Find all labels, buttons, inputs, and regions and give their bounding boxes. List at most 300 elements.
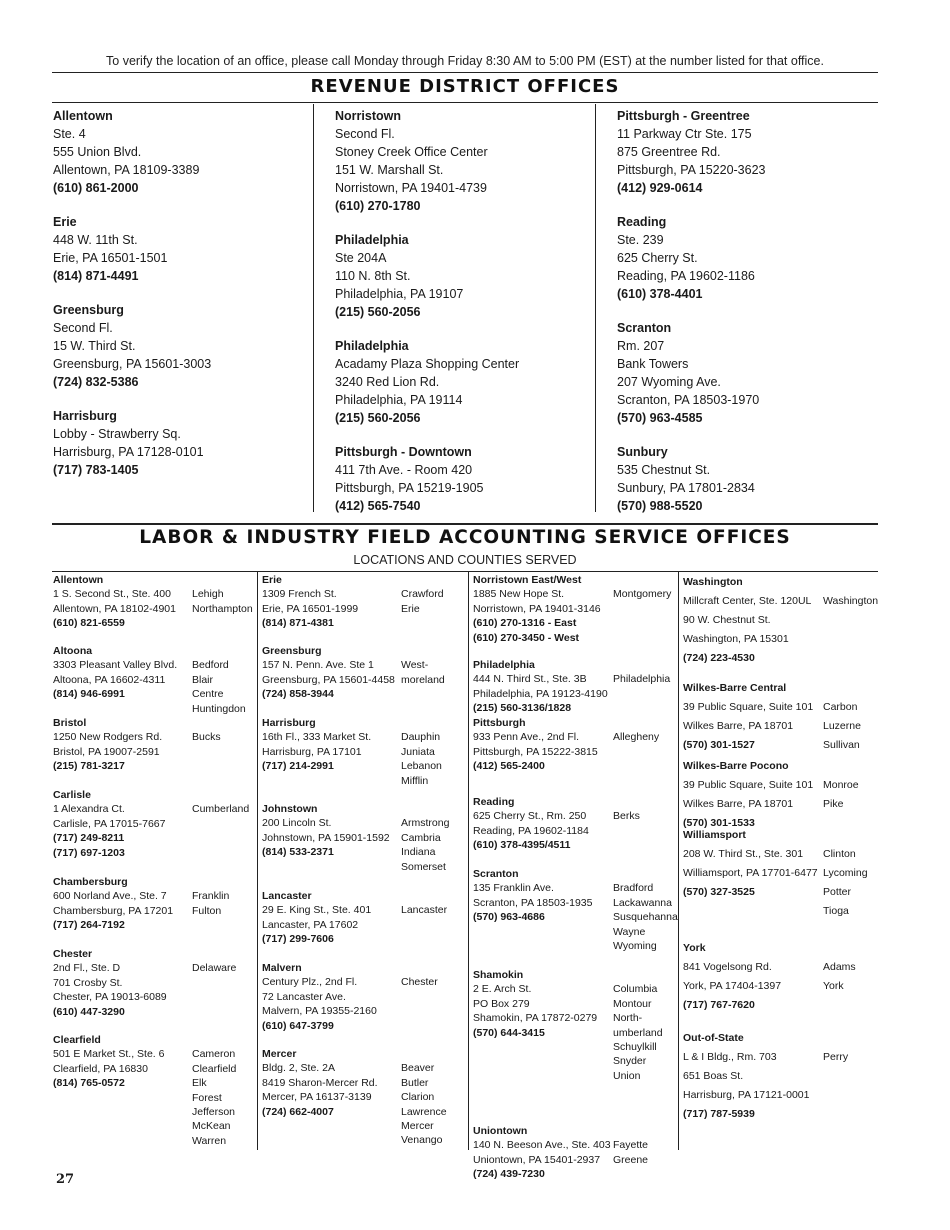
office-address-line: 1 S. Second St., Ste. 400 bbox=[53, 588, 171, 601]
revenue-office bbox=[335, 107, 585, 215]
office-address bbox=[683, 679, 823, 755]
office-address-line: 651 Boas St. bbox=[683, 1070, 744, 1082]
county-name: Philadelphia bbox=[613, 673, 671, 686]
labor-column-3 bbox=[473, 573, 678, 1181]
office-address-line: 555 Union Blvd. bbox=[53, 145, 142, 159]
office-address-line: Bldg. 2, Ste. 2A bbox=[262, 1062, 335, 1075]
office-phone: (570) 301-1533 bbox=[683, 817, 755, 829]
office-address-line: PO Box 279 bbox=[473, 997, 530, 1010]
counties-served bbox=[192, 1047, 236, 1148]
office-phone: (814) 765-0572 bbox=[53, 1077, 125, 1090]
office-phone: (412) 929-0614 bbox=[617, 181, 703, 195]
office-name: Washington bbox=[683, 576, 743, 588]
labor-subtitle: LOCATIONS AND COUNTIES SERVED bbox=[353, 553, 577, 567]
counties-served bbox=[823, 845, 868, 921]
office-phone: (724) 832-5386 bbox=[53, 375, 139, 389]
county-name: Bucks bbox=[192, 731, 221, 744]
office-name: Out-of-State bbox=[683, 1032, 744, 1044]
office-address bbox=[683, 573, 823, 668]
office-address-line: Scranton, PA 18503-1935 bbox=[473, 896, 593, 909]
office-phone: (724) 439-7230 bbox=[473, 1168, 545, 1181]
county-name: Clarion bbox=[401, 1091, 435, 1104]
office-phone: (570) 988-5520 bbox=[617, 499, 703, 513]
office-phone: (570) 963-4585 bbox=[617, 411, 703, 425]
county-name: Bedford bbox=[192, 659, 229, 672]
county-name: Monroe bbox=[823, 779, 859, 791]
county-name: Wyoming bbox=[613, 940, 657, 953]
county-name: Somerset bbox=[401, 860, 446, 873]
labor-office bbox=[53, 1033, 253, 1147]
office-address-line: Sunbury, PA 17801-2834 bbox=[617, 481, 755, 495]
counties-served bbox=[613, 730, 659, 744]
office-name: Bristol bbox=[53, 717, 87, 729]
office-phone: (717) 299-7606 bbox=[262, 933, 334, 946]
revenue-office bbox=[335, 443, 585, 515]
office-address-line: Erie, PA 16501-1501 bbox=[53, 251, 168, 265]
office-address-line: 625 Cherry St. bbox=[617, 251, 698, 265]
office-address-line: 600 Norland Ave., Ste. 7 bbox=[53, 890, 167, 903]
county-name: Columbia bbox=[613, 983, 658, 996]
labor-office bbox=[473, 968, 676, 1082]
office-name: Reading bbox=[473, 796, 515, 808]
revenue-col-divider bbox=[595, 104, 596, 512]
office-address-line: Johnstown, PA 15901-1592 bbox=[262, 831, 390, 844]
office-name: Philadelphia bbox=[335, 339, 409, 353]
office-name: Pittsburgh - Greentree bbox=[617, 109, 750, 123]
office-address-line: 140 N. Beeson Ave., Ste. 403 bbox=[473, 1139, 611, 1152]
office-address-line: Philadelphia, PA 19114 bbox=[335, 393, 463, 407]
county-name: Berks bbox=[613, 810, 640, 823]
office-address bbox=[262, 961, 402, 1033]
office-phone: (610) 270-1780 bbox=[335, 199, 421, 213]
labor-office bbox=[683, 939, 878, 1015]
county-name: Cambria bbox=[401, 831, 441, 844]
office-address-line: 207 Wyoming Ave. bbox=[617, 375, 721, 389]
office-address bbox=[262, 573, 402, 631]
revenue-column-3 bbox=[617, 107, 867, 531]
county-name: umberland bbox=[613, 1026, 663, 1039]
labor-office bbox=[262, 1047, 466, 1147]
office-phone: (610) 270-3450 - West bbox=[473, 631, 580, 644]
county-name: Cumberland bbox=[192, 803, 250, 816]
office-address bbox=[683, 1029, 823, 1124]
counties-served bbox=[613, 809, 640, 823]
labor-col-divider bbox=[678, 572, 679, 1150]
office-phone: (717) 697-1203 bbox=[53, 846, 125, 859]
office-address-line: 501 E Market St., Ste. 6 bbox=[53, 1048, 165, 1061]
county-name: Montgomery bbox=[613, 588, 672, 601]
office-address-line: 841 Vogelsong Rd. bbox=[683, 961, 772, 973]
office-address-line: 208 W. Third St., Ste. 301 bbox=[683, 848, 804, 860]
labor-office bbox=[262, 644, 466, 702]
county-name: Carbon bbox=[823, 701, 858, 713]
county-name: Blair bbox=[192, 673, 214, 686]
office-phone: (412) 565-2400 bbox=[473, 760, 545, 773]
office-address-line: Shamokin, PA 17872-0279 bbox=[473, 1012, 598, 1025]
counties-served bbox=[401, 658, 445, 687]
office-phone: (610) 378-4401 bbox=[617, 287, 703, 301]
county-name: Chester bbox=[401, 976, 438, 989]
labor-office bbox=[262, 802, 466, 873]
office-address bbox=[262, 644, 402, 702]
counties-served bbox=[401, 975, 438, 989]
county-name: Venango bbox=[401, 1134, 443, 1147]
office-address bbox=[262, 802, 402, 860]
office-phone: (717) 264-7192 bbox=[53, 919, 125, 932]
office-address bbox=[683, 939, 823, 1015]
county-name: Tioga bbox=[823, 905, 849, 917]
labor-col-divider bbox=[468, 572, 469, 1150]
revenue-office bbox=[53, 407, 303, 479]
office-address-line: Pittsburgh, PA 15219-1905 bbox=[335, 481, 484, 495]
county-name: Lancaster bbox=[401, 904, 448, 917]
office-phone: (814) 871-4381 bbox=[262, 617, 334, 630]
office-address-line: Carlisle, PA 17015-7667 bbox=[53, 817, 166, 830]
office-address bbox=[473, 1124, 613, 1182]
labor-office bbox=[683, 679, 878, 755]
office-address-line: Altoona, PA 16602-4311 bbox=[53, 673, 166, 686]
county-name: Erie bbox=[401, 602, 420, 615]
office-name: Johnstown bbox=[262, 803, 318, 815]
office-address-line: Reading, PA 19602-1184 bbox=[473, 824, 589, 837]
office-phone: (724) 858-3944 bbox=[262, 688, 334, 701]
office-address-line: Philadelphia, PA 19107 bbox=[335, 287, 464, 301]
office-address-line: Norristown, PA 19401-3146 bbox=[473, 602, 601, 615]
county-name: Lehigh bbox=[192, 588, 224, 601]
county-name: Jefferson bbox=[192, 1106, 235, 1119]
office-address bbox=[473, 795, 613, 853]
county-name: Mifflin bbox=[401, 774, 429, 787]
county-name: Adams bbox=[823, 961, 856, 973]
county-name: Washington bbox=[823, 595, 879, 607]
office-phone: (215) 560-3136/1828 bbox=[473, 702, 572, 715]
office-address bbox=[473, 716, 613, 774]
office-phone: (814) 946-6991 bbox=[53, 688, 125, 701]
counties-served bbox=[192, 889, 229, 918]
labor-office bbox=[683, 826, 878, 917]
office-address bbox=[53, 644, 193, 702]
office-address-line: Rm. 207 bbox=[617, 339, 665, 353]
counties-served bbox=[401, 816, 449, 874]
office-phone: (412) 565-7540 bbox=[335, 499, 421, 513]
office-address bbox=[53, 1033, 193, 1091]
county-name: Susquehanna bbox=[613, 911, 678, 924]
revenue-office bbox=[53, 213, 303, 285]
office-address-line: Allentown, PA 18109-3389 bbox=[53, 163, 200, 177]
labor-office bbox=[473, 795, 676, 853]
counties-served bbox=[192, 658, 246, 716]
county-name: Warren bbox=[192, 1134, 227, 1147]
revenue-col-divider bbox=[313, 104, 314, 512]
office-address-line: Greensburg, PA 15601-3003 bbox=[53, 357, 212, 371]
office-address bbox=[473, 658, 613, 716]
office-address-line: Williamsport, PA 17701-6477 bbox=[683, 867, 818, 879]
counties-served bbox=[613, 1138, 648, 1167]
county-name: Potter bbox=[823, 886, 852, 898]
revenue-office bbox=[617, 443, 867, 515]
office-phone: (717) 767-7620 bbox=[683, 999, 755, 1011]
office-address bbox=[262, 889, 402, 947]
office-address bbox=[473, 867, 613, 925]
office-address-line: 701 Crosby St. bbox=[53, 976, 123, 989]
county-name: McKean bbox=[192, 1120, 231, 1133]
office-phone: (610) 647-3799 bbox=[262, 1019, 334, 1032]
office-address-line: Philadelphia, PA 19123-4190 bbox=[473, 687, 608, 700]
office-address-line: Chambersburg, PA 17201 bbox=[53, 904, 174, 917]
office-address-line: 72 Lancaster Ave. bbox=[262, 990, 346, 1003]
county-name: Fulton bbox=[192, 904, 222, 917]
office-address-line: 39 Public Square, Suite 101 bbox=[683, 701, 814, 713]
office-address-line: L & I Bldg., Rm. 703 bbox=[683, 1051, 777, 1063]
office-address-line: 8419 Sharon-Mercer Rd. bbox=[262, 1076, 378, 1089]
office-name: Philadelphia bbox=[335, 233, 409, 247]
office-name: Wilkes-Barre Pocono bbox=[683, 760, 789, 772]
office-address-line: 411 7th Ave. - Room 420 bbox=[335, 463, 473, 477]
revenue-office bbox=[617, 107, 867, 197]
labor-office bbox=[53, 716, 253, 774]
office-address-line: 875 Greentree Rd. bbox=[617, 145, 721, 159]
office-address-line: Ste. 239 bbox=[617, 233, 664, 247]
county-name: West- bbox=[401, 659, 429, 672]
office-name: Clearfield bbox=[53, 1034, 101, 1046]
county-name: Bradford bbox=[613, 882, 654, 895]
office-name: Chambersburg bbox=[53, 876, 128, 888]
office-address bbox=[53, 573, 193, 631]
county-name: Lycoming bbox=[823, 867, 868, 879]
labor-office bbox=[473, 1124, 676, 1182]
office-address-line: Acadamy Plaza Shopping Center bbox=[335, 357, 520, 371]
county-name: Lackawanna bbox=[613, 896, 672, 909]
counties-served bbox=[613, 881, 678, 953]
office-name: Chester bbox=[53, 948, 93, 960]
counties-served bbox=[401, 1061, 447, 1147]
office-address-line: Harrisburg, PA 17121-0001 bbox=[683, 1089, 810, 1101]
office-address-line: York, PA 17404-1397 bbox=[683, 980, 782, 992]
office-name: Norristown East/West bbox=[473, 574, 582, 586]
labor-office bbox=[683, 1029, 878, 1124]
verify-notice: To verify the location of an office, please call Monday through Friday 8:30 AM to 5:00 PM (EST) at the number listed for that office. bbox=[106, 54, 824, 68]
counties-served bbox=[192, 802, 249, 816]
labor-office bbox=[473, 716, 676, 774]
office-name: Pittsburgh - Downtown bbox=[335, 445, 472, 459]
office-address bbox=[53, 788, 193, 860]
county-name: Montour bbox=[613, 997, 652, 1010]
office-name: Williamsport bbox=[683, 829, 746, 841]
office-address-line: Norristown, PA 19401-4739 bbox=[335, 181, 487, 195]
office-phone: (717) 214-2991 bbox=[262, 760, 334, 773]
office-address-line: 535 Chestnut St. bbox=[617, 463, 711, 477]
revenue-office bbox=[335, 337, 585, 427]
office-phone: (814) 871-4491 bbox=[53, 269, 139, 283]
office-phone: (724) 662-4007 bbox=[262, 1105, 334, 1118]
office-address-line: 625 Cherry St., Rm. 250 bbox=[473, 810, 587, 823]
county-name: Lebanon bbox=[401, 760, 442, 773]
labor-column-4 bbox=[683, 573, 878, 1153]
office-address-line: 11 Parkway Ctr Ste. 175 bbox=[617, 127, 752, 141]
office-name: Reading bbox=[617, 215, 667, 229]
office-address-line: Bank Towers bbox=[617, 357, 689, 371]
county-name: Franklin bbox=[192, 890, 230, 903]
office-address-line: Greensburg, PA 15601-4458 bbox=[262, 673, 395, 686]
office-name: Erie bbox=[262, 574, 282, 586]
office-address-line: Mercer, PA 16137-3139 bbox=[262, 1091, 372, 1104]
county-name: North- bbox=[613, 1012, 643, 1025]
office-address-line: 135 Franklin Ave. bbox=[473, 882, 554, 895]
office-address-line: 444 N. Third St., Ste. 3B bbox=[473, 673, 587, 686]
office-address-line: Allentown, PA 18102-4901 bbox=[53, 602, 176, 615]
labor-office bbox=[473, 658, 676, 716]
counties-served bbox=[192, 961, 236, 975]
office-phone: (570) 963-4686 bbox=[473, 911, 545, 924]
office-name: Wilkes-Barre Central bbox=[683, 682, 787, 694]
office-name: Harrisburg bbox=[262, 717, 316, 729]
office-address-line: Chester, PA 19013-6089 bbox=[53, 991, 167, 1004]
office-address bbox=[53, 716, 193, 774]
office-phone: (215) 781-3217 bbox=[53, 760, 125, 773]
office-phone: (610) 378-4395/4511 bbox=[473, 839, 571, 852]
office-address bbox=[53, 947, 193, 1019]
office-address-line: 1 Alexandra Ct. bbox=[53, 803, 125, 816]
county-name: Butler bbox=[401, 1076, 429, 1089]
office-name: Shamokin bbox=[473, 969, 524, 981]
labor-office bbox=[53, 947, 253, 1019]
office-address-line: 3303 Pleasant Valley Blvd. bbox=[53, 659, 178, 672]
office-address-line: Malvern, PA 19355-2160 bbox=[262, 1005, 377, 1018]
labor-office bbox=[262, 961, 466, 1033]
counties-served bbox=[823, 592, 878, 611]
counties-served bbox=[613, 587, 671, 601]
county-name: Pike bbox=[823, 798, 844, 810]
office-address-line: 110 N. 8th St. bbox=[335, 269, 411, 283]
office-address-line: 2 E. Arch St. bbox=[473, 983, 532, 996]
office-phone: (610) 861-2000 bbox=[53, 181, 139, 195]
office-address-line: 16th Fl., 333 Market St. bbox=[262, 731, 372, 744]
office-name: York bbox=[683, 942, 706, 954]
office-address-line: Ste 204A bbox=[335, 251, 387, 265]
county-name: Allegheny bbox=[613, 731, 660, 744]
office-name: Allentown bbox=[53, 574, 104, 586]
county-name: Mercer bbox=[401, 1120, 434, 1133]
office-address-line: 3240 Red Lion Rd. bbox=[335, 375, 440, 389]
county-name: Fayette bbox=[613, 1139, 649, 1152]
office-address-line: Harrisburg, PA 17101 bbox=[262, 745, 362, 758]
office-address-line: 157 N. Penn. Ave. Ste 1 bbox=[262, 659, 374, 672]
office-address-line: 1885 New Hope St. bbox=[473, 588, 565, 601]
office-name: Allentown bbox=[53, 109, 113, 123]
labor-column-2 bbox=[262, 573, 466, 1153]
office-address-line: Uniontown, PA 15401-2937 bbox=[473, 1153, 601, 1166]
office-phone: (717) 787-5939 bbox=[683, 1108, 755, 1120]
office-address-line: 200 Lincoln St. bbox=[262, 817, 332, 830]
county-name: Juniata bbox=[401, 745, 435, 758]
county-name: Northampton bbox=[192, 602, 253, 615]
office-phone: (724) 223-4530 bbox=[683, 652, 755, 664]
office-address-line: Bristol, PA 19007-2591 bbox=[53, 745, 160, 758]
office-name: Scranton bbox=[617, 321, 672, 335]
labor-office bbox=[53, 875, 253, 933]
office-name: Sunbury bbox=[617, 445, 668, 459]
county-name: Delaware bbox=[192, 962, 237, 975]
labor-office bbox=[53, 644, 253, 715]
office-name: Malvern bbox=[262, 962, 302, 974]
office-address-line: Lobby - Strawberry Sq. bbox=[53, 427, 181, 441]
office-name: Lancaster bbox=[262, 890, 312, 902]
office-address bbox=[473, 968, 613, 1040]
labor-office bbox=[473, 573, 676, 645]
revenue-office bbox=[53, 107, 303, 197]
counties-served bbox=[401, 903, 447, 917]
office-address-line: Erie, PA 16501-1999 bbox=[262, 602, 359, 615]
county-name: Crawford bbox=[401, 588, 444, 601]
office-phone: (570) 301-1527 bbox=[683, 739, 755, 751]
revenue-column-2 bbox=[335, 107, 585, 531]
top-rule bbox=[52, 72, 878, 73]
county-name: Schuylkill bbox=[613, 1041, 657, 1054]
office-name: Norristown bbox=[335, 109, 401, 123]
labor-office bbox=[262, 573, 466, 631]
labor-office bbox=[473, 867, 678, 953]
office-name: Carlisle bbox=[53, 789, 91, 801]
office-address-line: Wilkes Barre, PA 18701 bbox=[683, 720, 794, 732]
county-name: Lawrence bbox=[401, 1105, 447, 1118]
county-name: York bbox=[823, 980, 844, 992]
office-address bbox=[473, 573, 613, 645]
counties-served bbox=[823, 958, 856, 996]
county-name: Centre bbox=[192, 688, 224, 701]
labor-column-1 bbox=[53, 573, 253, 1153]
office-name: Pittsburgh bbox=[473, 717, 526, 729]
office-phone: (717) 783-1405 bbox=[53, 463, 139, 477]
office-address bbox=[683, 757, 823, 833]
counties-served bbox=[613, 982, 663, 1083]
revenue-office bbox=[335, 231, 585, 321]
office-name: Erie bbox=[53, 215, 77, 229]
office-phone: (215) 560-2056 bbox=[335, 305, 421, 319]
labor-title-rule bbox=[52, 571, 878, 572]
county-name: Huntingdon bbox=[192, 702, 246, 715]
county-name: Forest bbox=[192, 1091, 222, 1104]
office-address-line: Harrisburg, PA 17128-0101 bbox=[53, 445, 204, 459]
counties-served bbox=[613, 672, 670, 686]
revenue-column-1 bbox=[53, 107, 303, 495]
office-address-line: Second Fl. bbox=[335, 127, 395, 141]
office-phone: (814) 533-2371 bbox=[262, 846, 334, 859]
office-address-line: 39 Public Square, Suite 101 bbox=[683, 779, 814, 791]
office-phone: (570) 644-3415 bbox=[473, 1026, 545, 1039]
revenue-office bbox=[53, 301, 303, 391]
office-name: Scranton bbox=[473, 868, 519, 880]
labor-office bbox=[53, 788, 253, 860]
office-name: Greensburg bbox=[262, 645, 322, 657]
office-phone: (717) 249-8211 bbox=[53, 832, 125, 845]
county-name: Luzerne bbox=[823, 720, 861, 732]
labor-office bbox=[262, 716, 466, 787]
counties-served bbox=[401, 730, 442, 788]
office-address-line: 29 E. King St., Ste. 401 bbox=[262, 904, 372, 917]
office-name: Mercer bbox=[262, 1048, 297, 1060]
office-address-line: Century Plz., 2nd Fl. bbox=[262, 976, 358, 989]
county-name: Dauphin bbox=[401, 731, 441, 744]
office-address-line: Pittsburgh, PA 15220-3623 bbox=[617, 163, 766, 177]
office-address-line: 1309 French St. bbox=[262, 588, 337, 601]
office-phone: (610) 270-1316 - East bbox=[473, 617, 577, 630]
county-name: Armstrong bbox=[401, 817, 450, 830]
revenue-title-rule bbox=[52, 102, 878, 103]
labor-title: LABOR & INDUSTRY FIELD ACCOUNTING SERVICE OFFICES bbox=[139, 527, 791, 548]
office-phone: (215) 560-2056 bbox=[335, 411, 421, 425]
office-address-line: Clearfield, PA 16830 bbox=[53, 1062, 148, 1075]
office-name: Greensburg bbox=[53, 303, 124, 317]
